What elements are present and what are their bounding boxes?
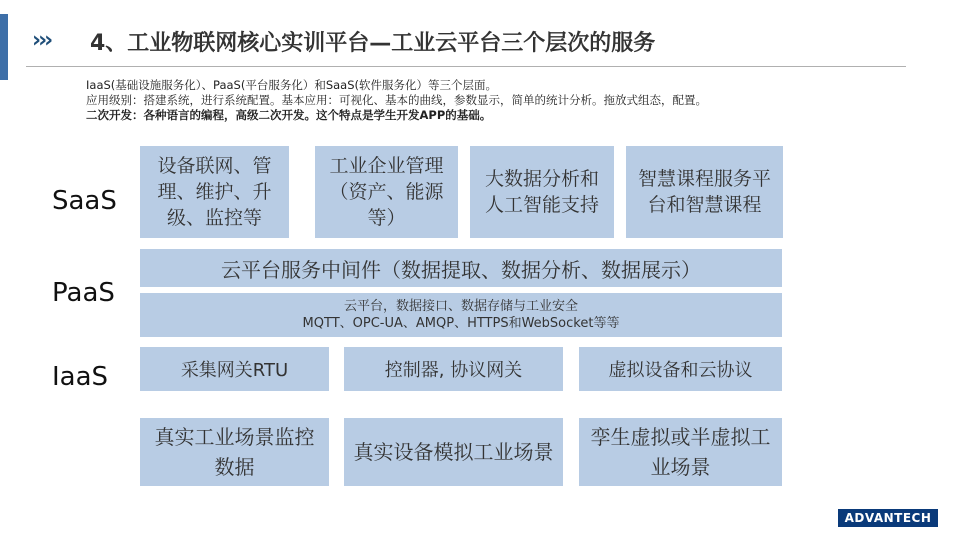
paas-protocol-box bbox=[140, 293, 782, 337]
saas-box-device-network: 设备联网、管理、维护、升级、监控等 bbox=[140, 146, 289, 238]
advantech-logo: ADVANTECH bbox=[838, 509, 938, 527]
iaas-box-controller: 控制器, 协议网关 bbox=[344, 347, 563, 391]
chevron-right-icon: ››› bbox=[32, 28, 51, 53]
iaas-box-virtual-device: 虚拟设备和云协议 bbox=[579, 347, 782, 391]
paas-protocol-line-2: MQTT、OPC-UA、AMQP、HTTPS和WebSocket等等 bbox=[302, 316, 620, 331]
iaas-label: IaaS bbox=[52, 362, 109, 392]
description-line-2: 应用级别：搭建系统，进行系统配置。基本应用：可视化、基本的曲线，参数显示，简单的统计分析。拖放式组态，配置。 bbox=[86, 93, 707, 107]
paas-label: PaaS bbox=[52, 278, 115, 308]
saas-label: SaaS bbox=[52, 186, 117, 216]
paas-protocol-line-1: 云平台，数据接口、数据存储与工业安全 bbox=[343, 299, 578, 314]
iaas-box-rtu-gateway: 采集网关RTU bbox=[140, 347, 329, 391]
scenario-box-real-monitoring: 真实工业场景监控数据 bbox=[140, 418, 329, 486]
description-line-3: 二次开发：各种语言的编程，高级二次开发。这个特点是学生开发APP的基础。 bbox=[86, 108, 492, 122]
scenario-box-device-simulation: 真实设备模拟工业场景 bbox=[344, 418, 563, 486]
scenario-box-digital-twin: 孪生虚拟或半虚拟工业场景 bbox=[579, 418, 782, 486]
accent-bar bbox=[0, 14, 8, 80]
saas-box-smart-course: 智慧课程服务平台和智慧课程 bbox=[626, 146, 783, 238]
saas-box-enterprise-management: 工业企业管理（资产、能源等） bbox=[315, 146, 458, 238]
saas-box-bigdata-ai: 大数据分析和人工智能支持 bbox=[470, 146, 614, 238]
description bbox=[86, 78, 707, 123]
description-line-1: IaaS(基础设施服务化）、PaaS(平台服务化）和SaaS(软件服务化）等三个层面。 bbox=[86, 78, 497, 92]
page-title: 4、工业物联网核心实训平台—工业云平台三个层次的服务 bbox=[90, 31, 656, 56]
paas-middleware-box: 云平台服务中间件（数据提取、数据分析、数据展示） bbox=[140, 249, 782, 287]
title-divider bbox=[26, 66, 906, 67]
